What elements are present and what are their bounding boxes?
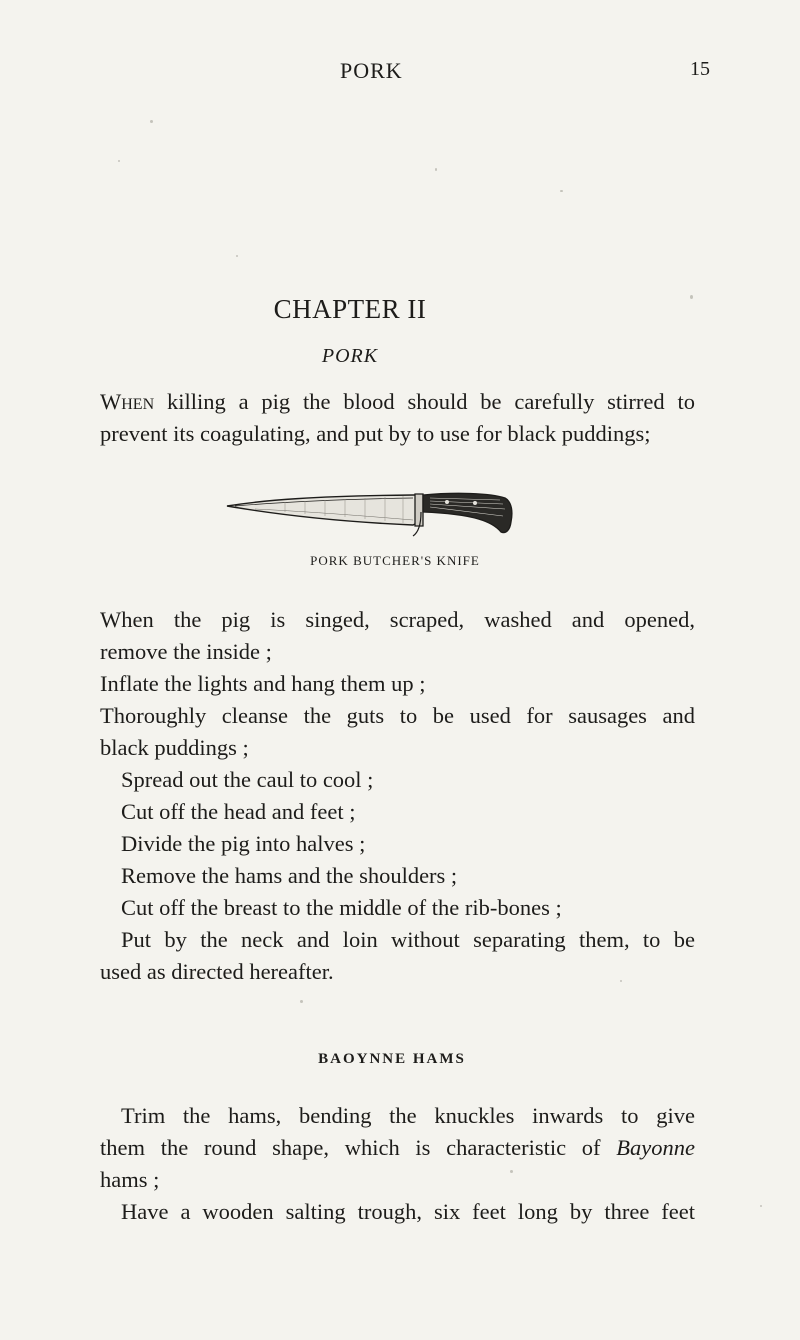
- hams-line-3: hams ;: [100, 1167, 160, 1192]
- steps-paragraph: [100, 604, 695, 988]
- steps-line-3: Inflate the lights and hang them up ;: [100, 671, 426, 696]
- hams-line-2: [100, 1132, 695, 1164]
- intro-lead-word: When: [100, 389, 155, 414]
- steps-line-1: When the pig is singed, scraped, washed and opened,: [100, 607, 695, 632]
- intro-line-1: [100, 386, 695, 418]
- butcher-knife-icon: [225, 492, 515, 538]
- steps-line-11: Put by the neck and loin without separating them, to be: [121, 927, 695, 952]
- section-heading: BAOYNNE HAMS: [318, 1051, 466, 1067]
- hams-line-1: Trim the hams, bending the knuckles inwards to give: [121, 1103, 695, 1128]
- running-head: [0, 58, 800, 88]
- figure-caption: PORK BUTCHER'S KNIFE: [310, 553, 480, 568]
- chapter-subtitle: PORK: [321, 345, 379, 367]
- page-number: 15: [690, 58, 710, 80]
- steps-line-6: Spread out the caul to cool ;: [121, 767, 374, 792]
- steps-line-12: used as directed hereafter.: [100, 959, 334, 984]
- steps-line-10: Cut off the breast to the middle of the rib-bones ;: [121, 895, 562, 920]
- steps-line-2: remove the inside ;: [100, 639, 272, 664]
- intro-paragraph: [100, 386, 695, 450]
- steps-line-7: Cut off the head and feet ;: [121, 799, 356, 824]
- chapter-heading: CHAPTER II: [273, 294, 427, 324]
- steps-line-5: black puddings ;: [100, 735, 249, 760]
- intro-line-2: prevent its coagulating, and put by to use for black puddings;: [100, 421, 651, 446]
- steps-line-8: Divide the pig into halves ;: [121, 831, 366, 856]
- steps-line-9: Remove the hams and the shoulders ;: [121, 863, 458, 888]
- running-title: PORK: [340, 58, 403, 83]
- hams-line-2-italic: Bayonne: [616, 1135, 695, 1160]
- steps-line-4: Thoroughly cleanse the guts to be used for sausages and: [100, 703, 695, 728]
- hams-paragraph: [100, 1100, 695, 1228]
- hams-line-2-text: them the round shape, which is characteristic of: [100, 1135, 617, 1160]
- intro-line-1-text: killing a pig the blood should be carefully stirred to: [154, 389, 695, 414]
- hams-line-4: Have a wooden salting trough, six feet long by three feet: [121, 1199, 695, 1224]
